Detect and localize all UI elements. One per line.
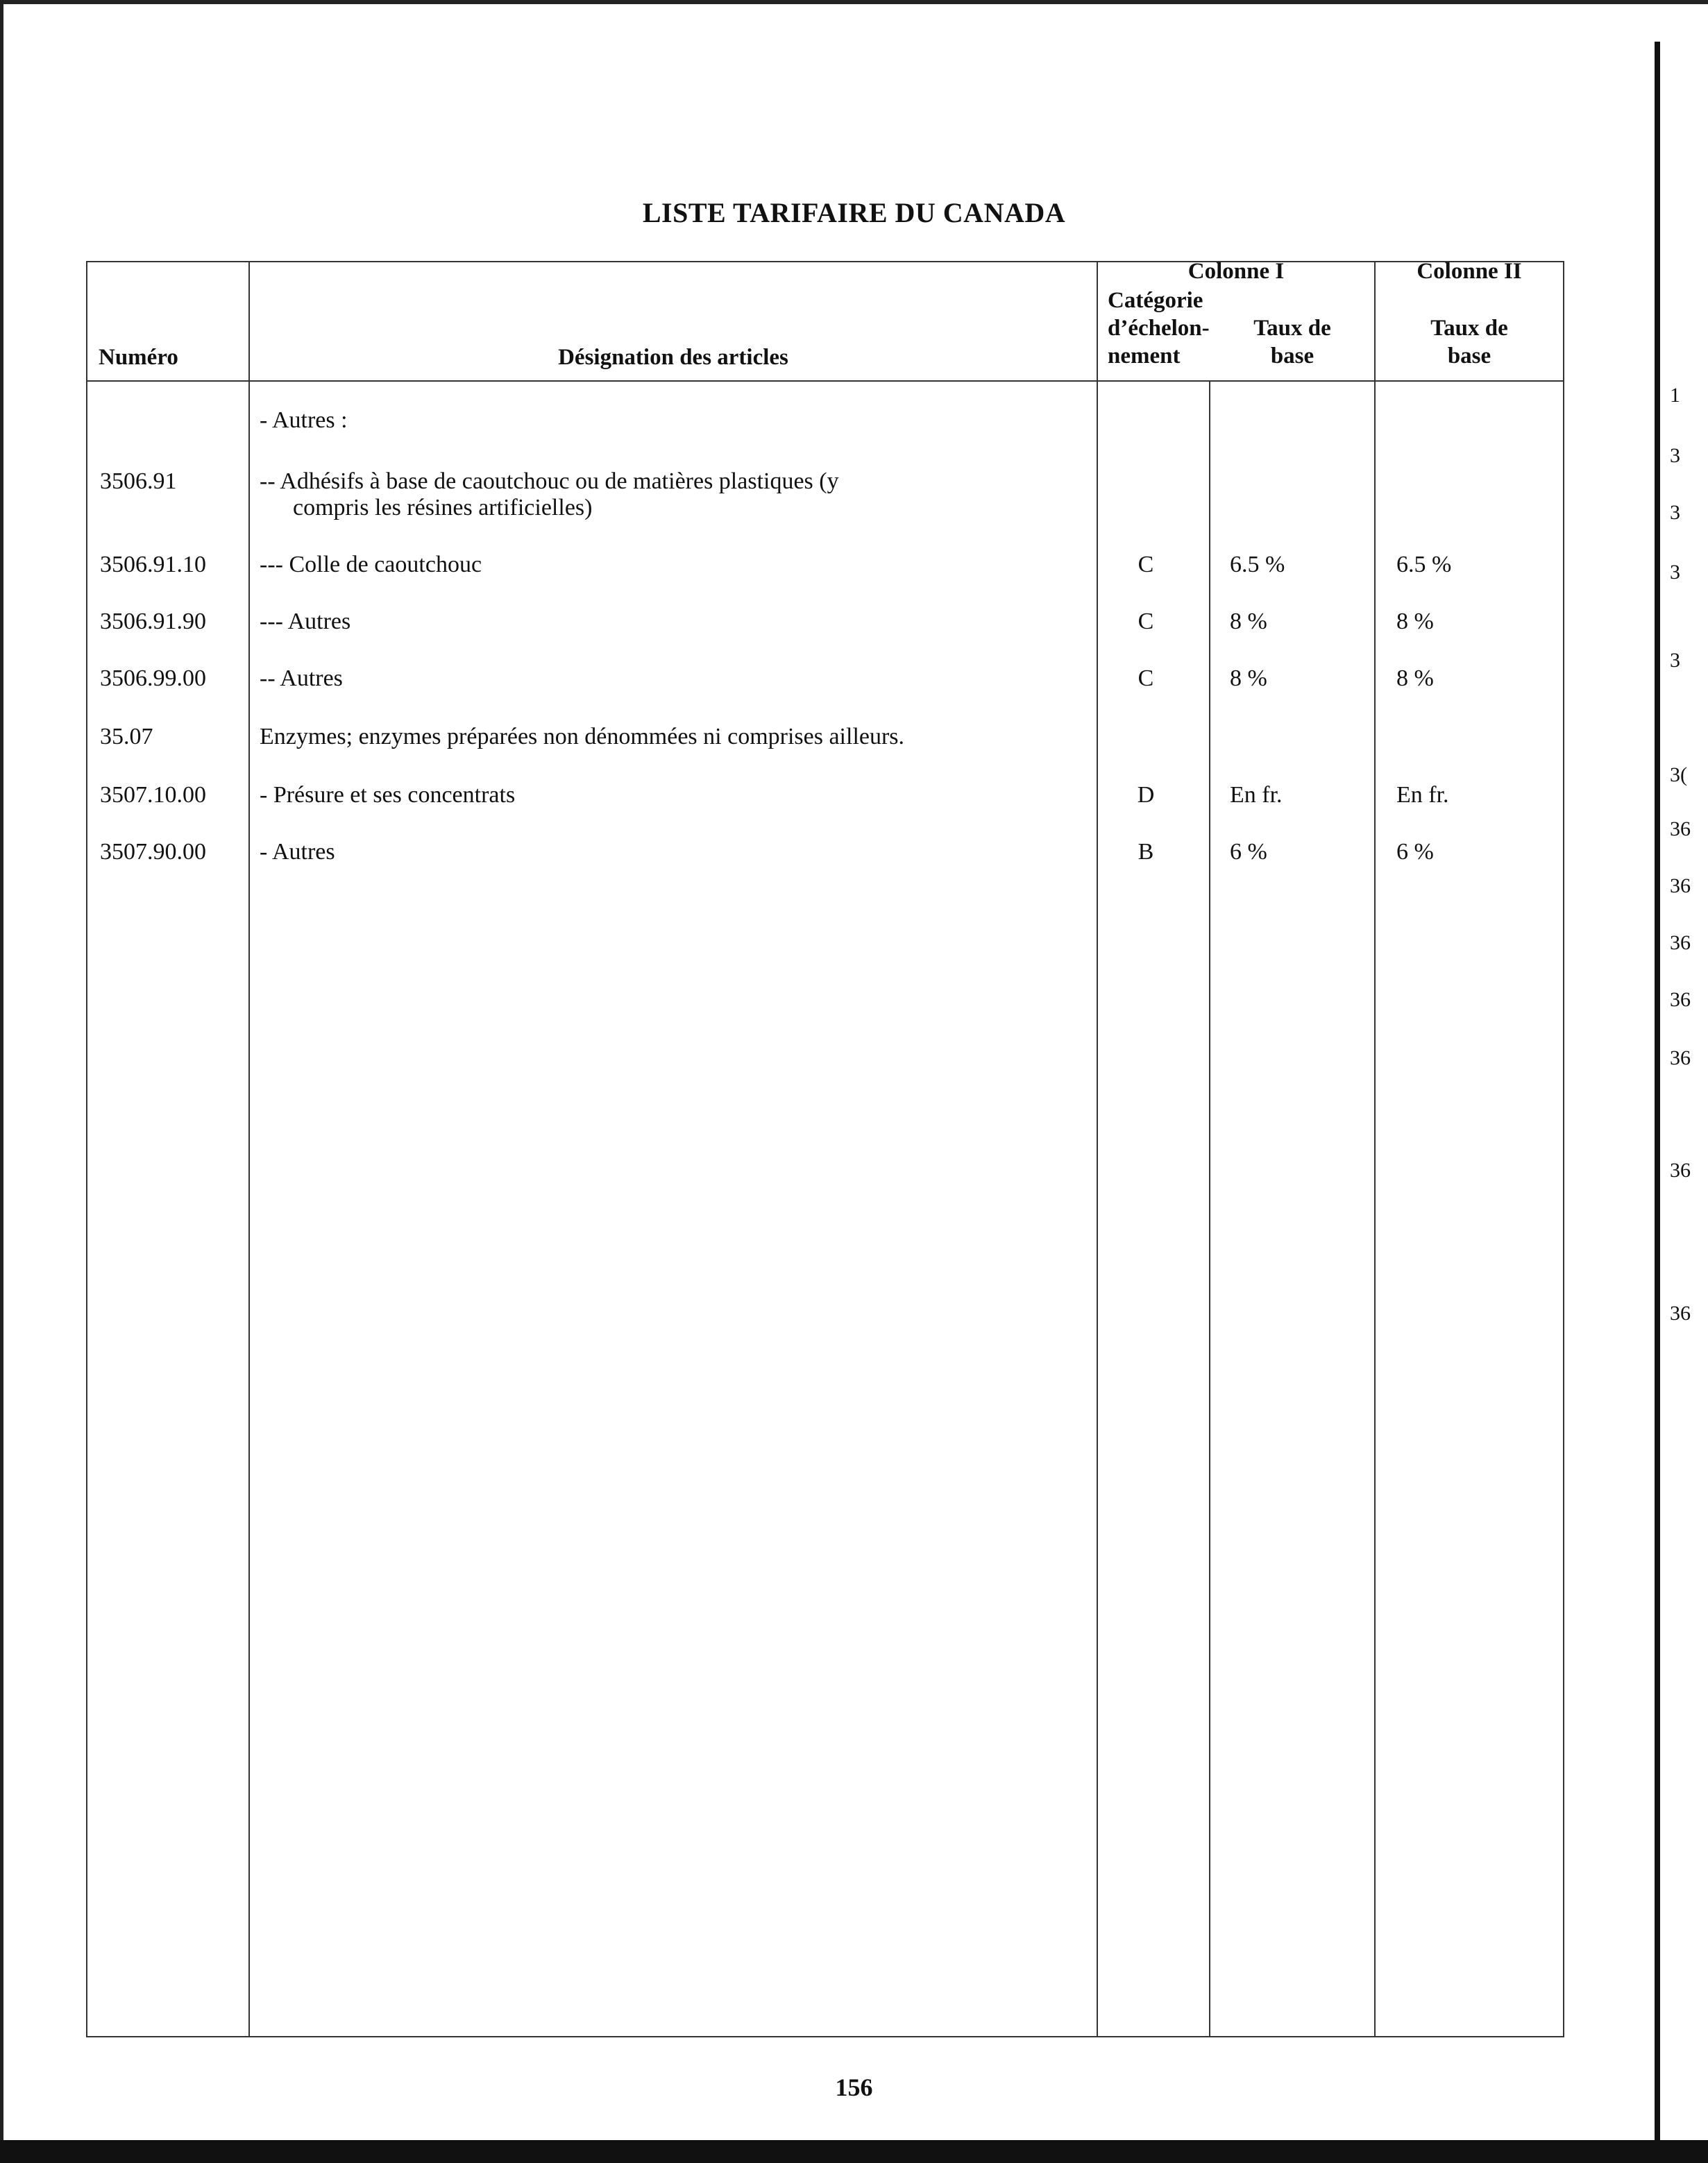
- row-designation: Enzymes; enzymes préparées non dénommées ni comprises ailleurs.: [260, 724, 905, 749]
- adjacent-page-edge: [1670, 0, 1708, 2137]
- row-numero: 3506.91.90: [100, 609, 206, 634]
- row-categorie: C: [1138, 609, 1154, 634]
- row-designation: - Autres :: [260, 407, 348, 433]
- row-numero: 3506.91: [100, 468, 177, 494]
- header-categorie-3: nement: [1108, 343, 1181, 368]
- row-taux1: 8 %: [1230, 609, 1267, 634]
- header-taux1-2: base: [1270, 343, 1314, 368]
- row-numero: 3506.91.10: [100, 552, 206, 577]
- header-taux2-2: base: [1447, 343, 1491, 368]
- edge-number: 3: [1670, 501, 1680, 524]
- row-designation-continued: compris les résines artificielles): [293, 495, 593, 520]
- column-divider-colonne1: [1374, 261, 1376, 2037]
- row-designation: - Autres: [260, 839, 335, 865]
- column-divider-numero: [248, 261, 250, 2037]
- edge-number: 36: [1670, 1046, 1691, 1069]
- edge-number: 1: [1670, 384, 1680, 407]
- row-categorie: C: [1138, 665, 1154, 691]
- table-border-left: [86, 261, 87, 2037]
- edge-number: 36: [1670, 874, 1691, 897]
- row-taux2: 8 %: [1396, 609, 1434, 634]
- scan-border-right: [1655, 42, 1660, 2144]
- row-taux1: 6.5 %: [1230, 552, 1285, 577]
- row-numero: 3507.90.00: [100, 839, 206, 865]
- row-designation: -- Adhésifs à base de caoutchouc ou de matières plastiques (y: [260, 468, 839, 494]
- row-designation: - Présure et ses concentrats: [260, 782, 516, 808]
- row-numero: 35.07: [100, 724, 153, 749]
- row-numero: 3507.10.00: [100, 782, 206, 808]
- row-taux2: 6.5 %: [1396, 552, 1452, 577]
- header-designation: Désignation des articles: [558, 345, 788, 370]
- column-divider-categorie: [1209, 382, 1210, 2037]
- table-border-right: [1563, 261, 1564, 2037]
- header-categorie-1: Catégorie: [1108, 288, 1203, 313]
- edge-number: 36: [1670, 1302, 1691, 1325]
- edge-number: 36: [1670, 1159, 1691, 1182]
- row-taux1: 8 %: [1230, 665, 1267, 691]
- scan-border-left: [0, 0, 3, 2163]
- scan-border-top: [0, 0, 1708, 4]
- row-categorie: D: [1137, 782, 1155, 808]
- row-taux2: 6 %: [1396, 839, 1434, 865]
- header-colonne-2: Colonne II: [1417, 259, 1522, 284]
- table-border-bottom: [86, 2036, 1564, 2037]
- row-taux1: 6 %: [1230, 839, 1267, 865]
- header-numero: Numéro: [99, 345, 178, 370]
- row-taux2: En fr.: [1396, 782, 1449, 808]
- edge-number: 36: [1670, 988, 1691, 1011]
- header-taux1-1: Taux de: [1253, 316, 1331, 341]
- page-number: 156: [835, 2073, 873, 2101]
- row-designation: --- Autres: [260, 609, 351, 634]
- scan-border-bottom: [0, 2140, 1708, 2163]
- header-categorie-2: d’échelon-: [1108, 316, 1210, 341]
- row-designation: -- Autres: [260, 665, 343, 691]
- row-taux1: En fr.: [1230, 782, 1283, 808]
- row-designation: --- Colle de caoutchouc: [260, 552, 482, 577]
- row-taux2: 8 %: [1396, 665, 1434, 691]
- header-separator: [86, 380, 1564, 382]
- page-title: LISTE TARIFAIRE DU CANADA: [642, 197, 1066, 228]
- edge-number: 36: [1670, 817, 1691, 840]
- header-colonne-1: Colonne I: [1187, 259, 1285, 284]
- row-categorie: C: [1138, 552, 1154, 577]
- row-categorie: B: [1138, 839, 1154, 865]
- edge-number: 3: [1670, 444, 1680, 467]
- tariff-table: [86, 261, 1564, 2037]
- edge-number: 3: [1670, 561, 1680, 584]
- row-numero: 3506.99.00: [100, 665, 206, 691]
- edge-number: 3: [1670, 649, 1680, 672]
- edge-number: 3(: [1670, 763, 1687, 786]
- header-taux2-1: Taux de: [1430, 316, 1508, 341]
- edge-number: 36: [1670, 931, 1691, 954]
- column-divider-designation: [1097, 261, 1098, 2037]
